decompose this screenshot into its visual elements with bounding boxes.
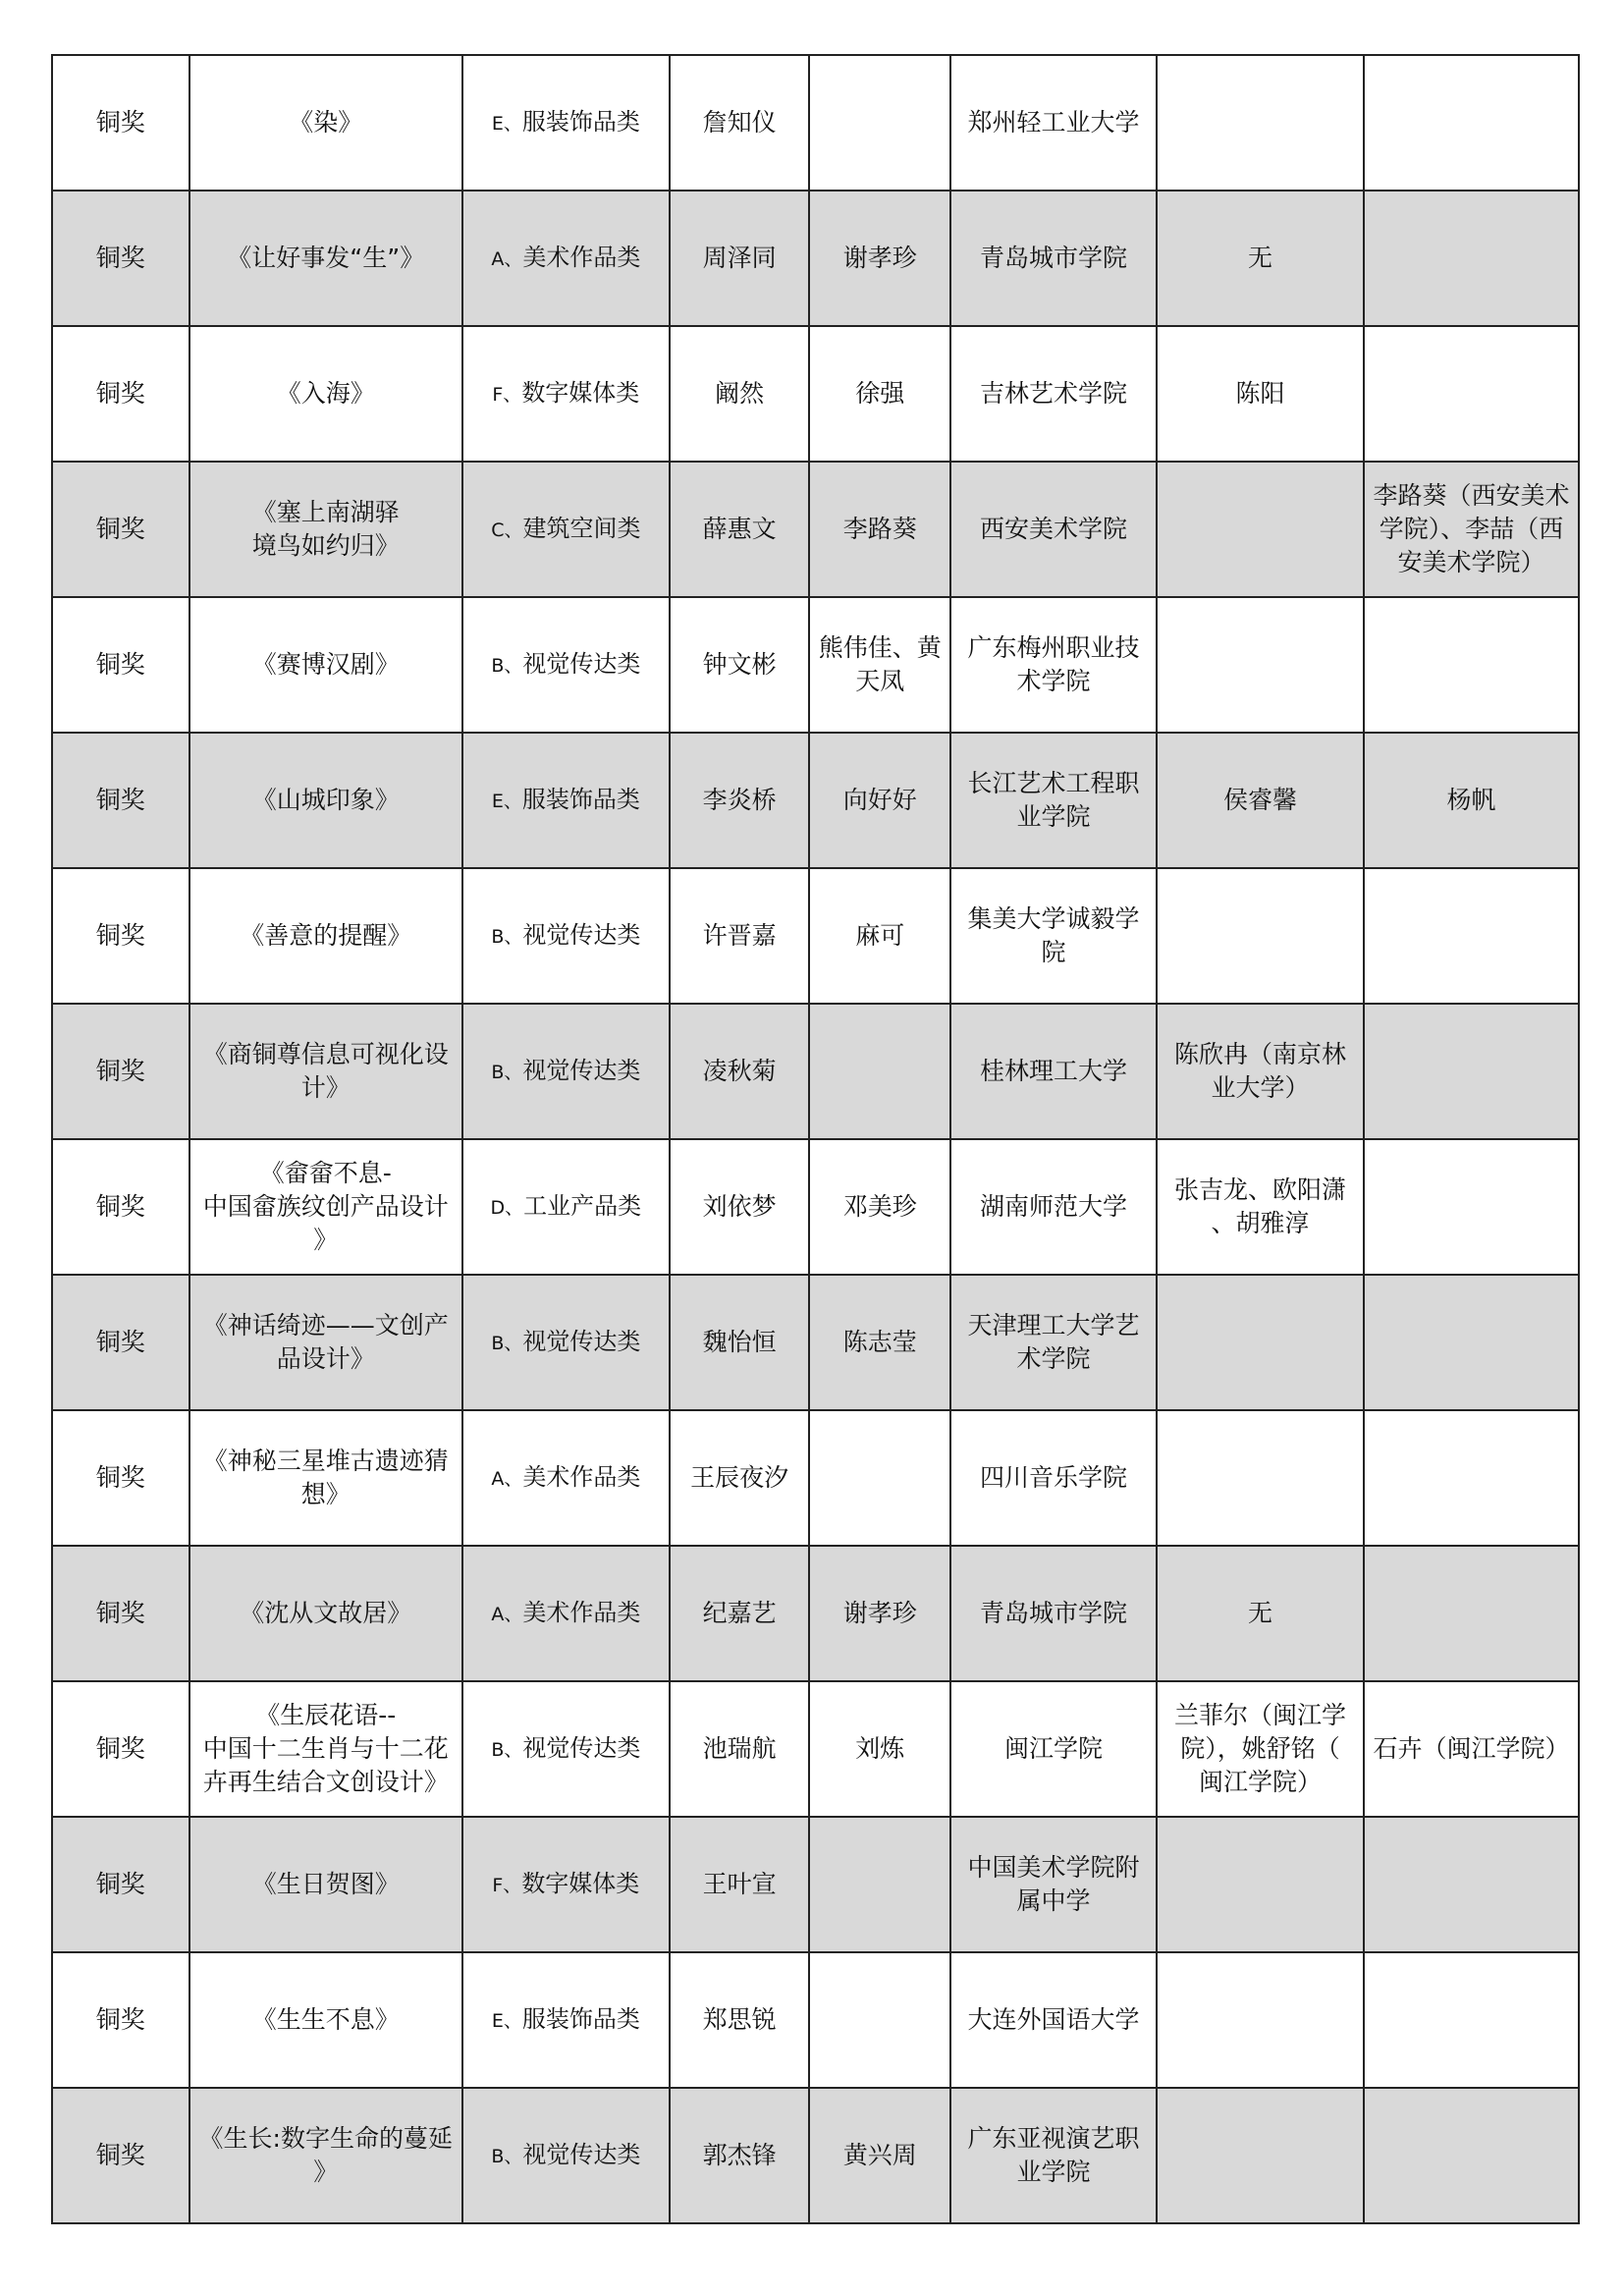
category-name: 视觉传达类 <box>522 650 641 678</box>
work-title-cell-line: 《生辰花语-- <box>255 1701 397 1729</box>
advisor-cell <box>809 462 950 597</box>
work-title-cell <box>189 1681 462 1817</box>
secondary-advisor-cell-line: 院），姚舒铭（ <box>1180 1734 1340 1763</box>
advisor-cell-line: 徐强 <box>855 379 905 408</box>
secondary-advisor-cell <box>1157 1681 1364 1817</box>
advisor-cell <box>809 1681 950 1817</box>
category-cell <box>462 868 670 1004</box>
author-cell: 郑思锐 <box>670 1952 810 2088</box>
author-cell: 魏怡恒 <box>670 1275 810 1410</box>
category-cell <box>462 2088 670 2223</box>
table-row <box>52 1817 1579 1952</box>
category-letter: A、 <box>491 1468 523 1490</box>
author-cell: 阚然 <box>670 326 810 462</box>
school-cell <box>950 1004 1157 1139</box>
secondary-advisor-cell <box>1157 326 1364 462</box>
school-cell-line: 集美大学诚毅学 <box>967 904 1140 933</box>
secondary-advisor-cell <box>1157 733 1364 868</box>
additional-advisor-cell-line: 安美术学院） <box>1397 548 1545 576</box>
additional-advisor-cell <box>1364 55 1579 191</box>
advisor-cell-line: 麻可 <box>855 921 905 950</box>
secondary-advisor-cell-line: 无 <box>1247 244 1272 272</box>
secondary-advisor-cell-line: 业大学） <box>1211 1073 1310 1102</box>
advisor-cell <box>809 55 950 191</box>
school-cell <box>950 1681 1157 1817</box>
secondary-advisor-cell <box>1157 1410 1364 1546</box>
work-title-cell <box>189 733 462 868</box>
category-name: 视觉传达类 <box>522 921 641 949</box>
secondary-advisor-cell <box>1157 191 1364 326</box>
table-row <box>52 2088 1579 2223</box>
additional-advisor-cell <box>1364 1004 1579 1139</box>
advisor-cell <box>809 1410 950 1546</box>
school-cell <box>950 2088 1157 2223</box>
secondary-advisor-cell <box>1157 1952 1364 2088</box>
category-letter: B、 <box>491 1333 523 1354</box>
author-cell: 李炎桥 <box>670 733 810 868</box>
category-name: 建筑空间类 <box>522 515 641 542</box>
category-cell <box>462 326 670 462</box>
award-cell: 铜奖 <box>52 1681 189 1817</box>
advisor-cell <box>809 1817 950 1952</box>
work-title-cell-line: 《赛博汉剧》 <box>251 650 400 679</box>
award-cell: 铜奖 <box>52 191 189 326</box>
school-cell <box>950 191 1157 326</box>
work-title-cell-line: 想》 <box>300 1480 351 1508</box>
category-cell <box>462 1546 670 1681</box>
advisor-cell <box>809 1139 950 1275</box>
school-cell-line: 属中学 <box>1016 1886 1091 1915</box>
secondary-advisor-cell <box>1157 868 1364 1004</box>
advisor-cell-line: 陈志莹 <box>842 1328 917 1356</box>
school-cell-line: 业学院 <box>1016 2158 1091 2186</box>
work-title-cell <box>189 2088 462 2223</box>
work-title-cell-line: 》 <box>313 1226 339 1254</box>
secondary-advisor-cell-line: 张吉龙、欧阳潇 <box>1173 1175 1346 1204</box>
category-name: 服装饰品类 <box>521 2005 640 2033</box>
award-cell: 铜奖 <box>52 1952 189 2088</box>
school-cell-line: 闽江学院 <box>1004 1734 1104 1763</box>
secondary-advisor-cell <box>1157 1546 1364 1681</box>
advisor-cell-line: 熊伟佳、黄 <box>818 633 942 662</box>
table-row <box>52 462 1579 597</box>
work-title-cell <box>189 462 462 597</box>
secondary-advisor-cell-line: 兰菲尔（闽江学 <box>1173 1701 1346 1729</box>
school-cell-line: 术学院 <box>1016 667 1091 695</box>
category-letter: B、 <box>491 926 523 948</box>
author-cell: 王叶宣 <box>670 1817 810 1952</box>
table-row <box>52 191 1579 326</box>
author-cell: 纪嘉艺 <box>670 1546 810 1681</box>
school-cell-line: 广东梅州职业技 <box>967 633 1140 662</box>
additional-advisor-cell-line: 学院）、李喆（西 <box>1379 515 1564 543</box>
additional-advisor-cell <box>1364 597 1579 733</box>
award-cell: 铜奖 <box>52 1139 189 1275</box>
advisor-cell <box>809 191 950 326</box>
work-title-cell-line: 《让好事发“生”》 <box>227 244 425 272</box>
advisor-cell <box>809 1546 950 1681</box>
table-row <box>52 1275 1579 1410</box>
category-name: 视觉传达类 <box>522 1734 641 1762</box>
advisor-cell <box>809 868 950 1004</box>
table-row <box>52 1546 1579 1681</box>
category-cell <box>462 733 670 868</box>
work-title-cell-line: 《商铜尊信息可视化设 <box>202 1040 449 1068</box>
work-title-cell <box>189 597 462 733</box>
advisor-cell <box>809 2088 950 2223</box>
additional-advisor-cell <box>1364 868 1579 1004</box>
category-letter: B、 <box>491 2146 523 2167</box>
category-letter: F、 <box>492 1875 522 1896</box>
advisor-cell <box>809 1952 950 2088</box>
additional-advisor-cell <box>1364 191 1579 326</box>
additional-advisor-cell <box>1364 1817 1579 1952</box>
school-cell-line: 郑州轻工业大学 <box>967 108 1140 137</box>
school-cell-line: 湖南师范大学 <box>980 1192 1128 1221</box>
author-cell: 薛惠文 <box>670 462 810 597</box>
secondary-advisor-cell <box>1157 55 1364 191</box>
category-name: 美术作品类 <box>522 244 641 271</box>
table-row <box>52 1681 1579 1817</box>
work-title-cell-line: 境鸟如约归》 <box>251 531 400 560</box>
school-cell-line: 院 <box>1041 938 1066 966</box>
school-cell <box>950 597 1157 733</box>
award-cell: 铜奖 <box>52 2088 189 2223</box>
advisor-cell-line: 黄兴周 <box>842 2141 917 2169</box>
award-cell: 铜奖 <box>52 1546 189 1681</box>
category-cell <box>462 1275 670 1410</box>
work-title-cell-line: 中国十二生肖与十二花 <box>202 1734 449 1763</box>
author-cell: 钟文彬 <box>670 597 810 733</box>
category-cell <box>462 191 670 326</box>
school-cell <box>950 462 1157 597</box>
additional-advisor-cell <box>1364 326 1579 462</box>
additional-advisor-cell <box>1364 1139 1579 1275</box>
additional-advisor-cell <box>1364 2088 1579 2223</box>
additional-advisor-cell <box>1364 1952 1579 2088</box>
award-cell: 铜奖 <box>52 1410 189 1546</box>
work-title-cell-line: 卉再生结合文创设计》 <box>202 1768 449 1796</box>
secondary-advisor-cell-line: 无 <box>1247 1599 1272 1627</box>
author-cell: 周泽同 <box>670 191 810 326</box>
author-cell: 王辰夜汐 <box>670 1410 810 1546</box>
work-title-cell-line: 《生生不息》 <box>251 2005 400 2034</box>
category-name: 视觉传达类 <box>522 1328 641 1355</box>
category-cell <box>462 597 670 733</box>
school-cell-line: 吉林艺术学院 <box>980 379 1128 408</box>
school-cell-line: 西安美术学院 <box>980 515 1128 543</box>
table-row <box>52 1139 1579 1275</box>
category-letter: E、 <box>491 113 522 135</box>
author-cell: 詹知仪 <box>670 55 810 191</box>
category-cell <box>462 1139 670 1275</box>
school-cell-line: 青岛城市学院 <box>980 244 1128 272</box>
category-letter: E、 <box>491 791 522 812</box>
document-page <box>51 54 1580 2224</box>
category-cell <box>462 1410 670 1546</box>
secondary-advisor-cell <box>1157 597 1364 733</box>
category-letter: B、 <box>491 655 523 677</box>
additional-advisor-cell <box>1364 1546 1579 1681</box>
work-title-cell-line: 品设计》 <box>276 1344 375 1373</box>
category-letter: A、 <box>491 248 523 270</box>
work-title-cell <box>189 55 462 191</box>
school-cell <box>950 1275 1157 1410</box>
work-title-cell-line: 《神话绮迹——文创产 <box>202 1311 449 1339</box>
table-row <box>52 597 1579 733</box>
award-cell: 铜奖 <box>52 868 189 1004</box>
work-title-cell-line: 》 <box>313 2158 339 2186</box>
work-title-cell <box>189 1546 462 1681</box>
category-cell <box>462 1952 670 2088</box>
work-title-cell-line: 《染》 <box>289 108 363 137</box>
work-title-cell <box>189 1004 462 1139</box>
work-title-cell-line: 《畲畲不息- <box>259 1159 392 1187</box>
school-cell-line: 大连外国语大学 <box>967 2005 1140 2034</box>
advisor-cell <box>809 326 950 462</box>
advisor-cell-line: 向好好 <box>842 786 917 814</box>
work-title-cell <box>189 191 462 326</box>
work-title-cell-line: 《沈从文故居》 <box>240 1599 412 1627</box>
category-cell <box>462 1004 670 1139</box>
work-title-cell-line: 《善意的提醒》 <box>240 921 412 950</box>
school-cell <box>950 1817 1157 1952</box>
secondary-advisor-cell <box>1157 2088 1364 2223</box>
work-title-cell-line: 《入海》 <box>276 379 375 408</box>
table-row <box>52 1410 1579 1546</box>
advisor-cell <box>809 1004 950 1139</box>
secondary-advisor-cell-line: 陈阳 <box>1235 379 1285 408</box>
category-letter: C、 <box>491 519 523 541</box>
work-title-cell-line: 《塞上南湖驿 <box>251 498 400 526</box>
school-cell-line: 桂林理工大学 <box>980 1057 1128 1085</box>
school-cell <box>950 55 1157 191</box>
author-cell: 池瑞航 <box>670 1681 810 1817</box>
work-title-cell <box>189 326 462 462</box>
school-cell <box>950 868 1157 1004</box>
category-cell <box>462 55 670 191</box>
award-cell: 铜奖 <box>52 55 189 191</box>
award-cell: 铜奖 <box>52 1817 189 1952</box>
category-letter: F、 <box>492 384 522 406</box>
author-cell: 刘依梦 <box>670 1139 810 1275</box>
category-name: 美术作品类 <box>522 1463 641 1491</box>
author-cell: 许晋嘉 <box>670 868 810 1004</box>
award-cell: 铜奖 <box>52 733 189 868</box>
work-title-cell-line: 《山城印象》 <box>251 786 400 814</box>
additional-advisor-cell <box>1364 733 1579 868</box>
work-title-cell <box>189 1952 462 2088</box>
category-name: 视觉传达类 <box>522 1057 641 1084</box>
category-name: 服装饰品类 <box>521 786 640 813</box>
award-cell: 铜奖 <box>52 597 189 733</box>
award-cell: 铜奖 <box>52 1275 189 1410</box>
table-row <box>52 1004 1579 1139</box>
additional-advisor-cell <box>1364 1410 1579 1546</box>
school-cell <box>950 1546 1157 1681</box>
advisor-cell-line: 刘炼 <box>855 1734 905 1763</box>
award-cell: 铜奖 <box>52 326 189 462</box>
table-row <box>52 1952 1579 2088</box>
work-title-cell-line: 《生日贺图》 <box>251 1870 400 1898</box>
secondary-advisor-cell <box>1157 1817 1364 1952</box>
school-cell <box>950 1410 1157 1546</box>
additional-advisor-cell-line: 李路葵（西安美术 <box>1373 481 1570 510</box>
additional-advisor-cell-line: 杨帆 <box>1446 786 1496 814</box>
category-name: 工业产品类 <box>523 1192 642 1220</box>
award-cell: 铜奖 <box>52 462 189 597</box>
category-name: 数字媒体类 <box>521 379 640 407</box>
school-cell-line: 广东亚视演艺职 <box>967 2124 1140 2153</box>
work-title-cell-line: 计》 <box>300 1073 351 1102</box>
school-cell <box>950 1139 1157 1275</box>
secondary-advisor-cell-line: 陈欣冉（南京林 <box>1173 1040 1346 1068</box>
school-cell-line: 青岛城市学院 <box>980 1599 1128 1627</box>
school-cell <box>950 326 1157 462</box>
work-title-cell-line: 《神秘三星堆古遗迹猜 <box>202 1447 449 1475</box>
awards-table <box>51 54 1580 2224</box>
table-row <box>52 733 1579 868</box>
school-cell <box>950 1952 1157 2088</box>
award-cell: 铜奖 <box>52 1004 189 1139</box>
category-name: 视觉传达类 <box>522 2141 641 2168</box>
work-title-cell <box>189 1275 462 1410</box>
advisor-cell-line: 邓美珍 <box>842 1192 917 1221</box>
additional-advisor-cell <box>1364 462 1579 597</box>
category-cell <box>462 462 670 597</box>
category-cell <box>462 1817 670 1952</box>
category-name: 数字媒体类 <box>521 1870 640 1897</box>
table-row <box>52 326 1579 462</box>
school-cell-line: 中国美术学院附 <box>967 1853 1140 1882</box>
table-body <box>52 55 1579 2223</box>
secondary-advisor-cell-line: 侯睿馨 <box>1222 786 1297 814</box>
advisor-cell <box>809 597 950 733</box>
category-letter: E、 <box>491 2010 522 2032</box>
school-cell <box>950 733 1157 868</box>
school-cell-line: 四川音乐学院 <box>980 1463 1128 1492</box>
advisor-cell-line: 天凤 <box>855 667 905 695</box>
advisor-cell <box>809 1275 950 1410</box>
author-cell: 凌秋菊 <box>670 1004 810 1139</box>
school-cell-line: 天津理工大学艺 <box>967 1311 1140 1339</box>
work-title-cell <box>189 1139 462 1275</box>
category-letter: D、 <box>490 1197 524 1219</box>
school-cell-line: 业学院 <box>1016 802 1091 831</box>
category-name: 服装饰品类 <box>521 108 640 136</box>
work-title-cell <box>189 868 462 1004</box>
secondary-advisor-cell <box>1157 462 1364 597</box>
category-letter: B、 <box>491 1739 523 1761</box>
author-cell: 郭杰锋 <box>670 2088 810 2223</box>
secondary-advisor-cell-line: 、胡雅淳 <box>1211 1209 1310 1237</box>
secondary-advisor-cell <box>1157 1004 1364 1139</box>
work-title-cell-line: 《生长:数字生命的蔓延 <box>198 2124 453 2153</box>
advisor-cell-line: 谢孝珍 <box>842 1599 917 1627</box>
additional-advisor-cell <box>1364 1275 1579 1410</box>
advisor-cell-line: 谢孝珍 <box>842 244 917 272</box>
secondary-advisor-cell <box>1157 1275 1364 1410</box>
school-cell-line: 术学院 <box>1016 1344 1091 1373</box>
work-title-cell-line: 中国畲族纹创产品设计 <box>202 1192 449 1221</box>
category-name: 美术作品类 <box>522 1599 641 1626</box>
table-row <box>52 55 1579 191</box>
category-letter: A、 <box>491 1604 523 1625</box>
additional-advisor-cell <box>1364 1681 1579 1817</box>
work-title-cell <box>189 1817 462 1952</box>
table-row <box>52 868 1579 1004</box>
advisor-cell <box>809 733 950 868</box>
advisor-cell-line: 李路葵 <box>842 515 917 543</box>
secondary-advisor-cell <box>1157 1139 1364 1275</box>
work-title-cell <box>189 1410 462 1546</box>
additional-advisor-cell-line: 石卉（闽江学院） <box>1373 1734 1570 1763</box>
category-cell <box>462 1681 670 1817</box>
secondary-advisor-cell-line: 闽江学院） <box>1198 1768 1322 1796</box>
school-cell-line: 长江艺术工程职 <box>967 769 1140 797</box>
category-letter: B、 <box>491 1062 523 1083</box>
